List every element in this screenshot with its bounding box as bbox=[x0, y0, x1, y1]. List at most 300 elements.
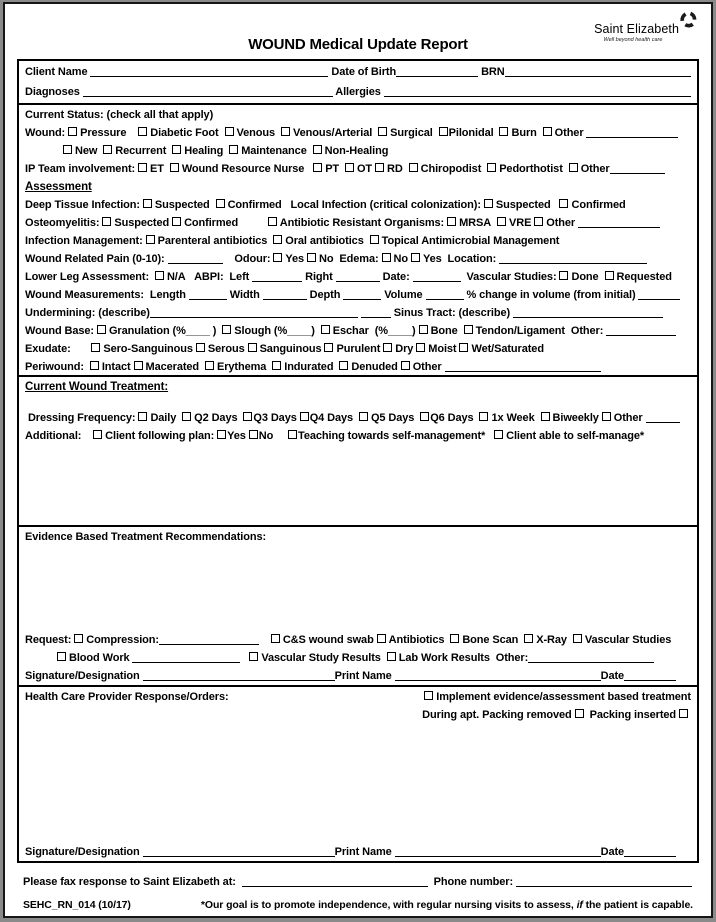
label: Width bbox=[226, 289, 263, 301]
fill-blank[interactable] bbox=[252, 280, 302, 282]
checkbox-box-icon bbox=[419, 325, 428, 334]
dressing-frequency-row bbox=[25, 409, 691, 427]
checkbox-label: Teaching towards self-management* bbox=[298, 430, 486, 442]
checkbox-box-icon bbox=[387, 652, 396, 661]
fill-blank[interactable] bbox=[159, 643, 259, 645]
label: Wound: bbox=[25, 127, 69, 139]
checkbox-ot[interactable] bbox=[345, 160, 372, 178]
fill-blank[interactable] bbox=[168, 262, 223, 264]
fill-blank[interactable] bbox=[646, 421, 680, 423]
checkbox-purulent[interactable] bbox=[324, 340, 380, 358]
fill-blank[interactable] bbox=[499, 262, 647, 264]
checkbox-label: 1x Week bbox=[491, 412, 535, 424]
checkbox-label: Burn bbox=[511, 127, 537, 139]
checkbox-label: Wound Resource Nurse bbox=[181, 163, 305, 175]
checkbox-antibiotics[interactable] bbox=[377, 631, 445, 649]
label: Dressing Frequency: bbox=[25, 412, 139, 424]
measurements-row bbox=[25, 286, 691, 304]
fill-blank[interactable] bbox=[263, 298, 307, 300]
checkbox-teaching-towards-self-management[interactable] bbox=[288, 427, 485, 445]
fill-blank[interactable] bbox=[610, 172, 665, 174]
checkbox-box-icon bbox=[313, 163, 322, 172]
label: if bbox=[576, 899, 583, 911]
checkbox-label: MRSA bbox=[459, 217, 492, 229]
checkbox-surgical[interactable] bbox=[378, 124, 433, 142]
checkbox-box-icon bbox=[216, 199, 225, 208]
checkbox-q2-days[interactable] bbox=[182, 409, 237, 427]
checkbox-label: Client able to self-manage* bbox=[506, 430, 645, 442]
checkbox-label: C&S wound swab bbox=[282, 634, 374, 646]
checkbox-label: Antibiotics bbox=[388, 634, 445, 646]
checkbox-label: Confirmed bbox=[227, 199, 282, 211]
checkbox-box-icon bbox=[243, 412, 252, 421]
label: Evidence Based Treatment Recommendations: bbox=[25, 531, 267, 543]
fill-blank[interactable] bbox=[395, 679, 601, 681]
label: Date bbox=[600, 846, 625, 858]
checkbox-denuded[interactable] bbox=[339, 358, 397, 375]
checkbox-label: Serous bbox=[207, 343, 245, 355]
periwound-row bbox=[25, 358, 691, 375]
checkbox-label: OT bbox=[356, 163, 373, 175]
checkbox-label: Sero-Sanguinous bbox=[103, 343, 193, 355]
checkbox-box-icon bbox=[155, 271, 164, 280]
checkbox-sero-sanguinous[interactable] bbox=[91, 340, 193, 358]
checkbox-sanguinous[interactable] bbox=[248, 340, 322, 358]
checkbox-box-icon bbox=[134, 361, 143, 370]
checkbox-box-icon bbox=[249, 430, 258, 439]
checkbox-confirmed[interactable] bbox=[172, 214, 238, 232]
fill-blank[interactable] bbox=[143, 679, 335, 681]
label: Wound Measurements: Length bbox=[25, 289, 189, 301]
fill-blank[interactable] bbox=[336, 280, 380, 282]
checkbox-box-icon bbox=[559, 271, 568, 280]
section-evidence bbox=[19, 525, 697, 685]
checkbox-label: Denuded bbox=[351, 361, 398, 373]
fill-blank[interactable] bbox=[361, 316, 391, 318]
checkbox-burn[interactable] bbox=[499, 124, 536, 142]
checkbox-box-icon bbox=[569, 163, 578, 172]
checkbox-box-icon bbox=[313, 145, 322, 154]
checkbox-box-icon bbox=[68, 127, 77, 136]
wound-base-row bbox=[25, 322, 691, 340]
checkbox-box-icon bbox=[273, 253, 282, 262]
checkbox-label: Oral antibiotics bbox=[285, 235, 364, 247]
checkbox-box-icon bbox=[143, 199, 152, 208]
checkbox-label: Venous/Arterial bbox=[292, 127, 373, 139]
form-line bbox=[25, 396, 691, 409]
checkbox-label: Vascular Studies bbox=[584, 634, 672, 646]
checkbox-venous[interactable] bbox=[225, 124, 276, 142]
checkbox-label: Sanguinous bbox=[259, 343, 322, 355]
checkbox-indurated[interactable] bbox=[272, 358, 333, 375]
fill-blank[interactable] bbox=[505, 75, 691, 77]
section-treatment bbox=[19, 375, 697, 525]
request-row-1 bbox=[25, 631, 691, 649]
checkbox-label: Other bbox=[613, 412, 646, 424]
checkbox-rd[interactable] bbox=[375, 160, 403, 178]
checkbox-box-icon bbox=[288, 430, 297, 439]
checkbox-box-icon bbox=[217, 430, 226, 439]
checkbox-label: Diabetic Foot bbox=[150, 127, 219, 139]
checkbox-intact[interactable] bbox=[90, 358, 131, 375]
checkbox-healing[interactable] bbox=[172, 142, 223, 160]
label: Please fax response to Saint Elizabeth at: bbox=[23, 876, 242, 888]
checkbox-yes[interactable] bbox=[411, 250, 442, 268]
label: Deep Tissue Infection: bbox=[25, 199, 143, 211]
checkbox-box-icon bbox=[102, 217, 111, 226]
checkbox-box-icon bbox=[138, 412, 147, 421]
checkbox-requested[interactable] bbox=[605, 268, 672, 286]
label: Packing inserted bbox=[586, 709, 679, 721]
checkbox-box-icon bbox=[420, 412, 429, 421]
checkbox-confirmed[interactable] bbox=[559, 196, 625, 214]
label: Signature/Designation bbox=[25, 670, 143, 682]
checkbox-box-icon bbox=[57, 652, 66, 661]
fill-blank[interactable] bbox=[189, 298, 227, 300]
fill-blank[interactable] bbox=[513, 316, 663, 318]
checkbox-label: Purulent bbox=[336, 343, 381, 355]
label: Edema: bbox=[333, 253, 382, 265]
fill-blank[interactable] bbox=[90, 75, 328, 77]
checkbox-box-icon bbox=[602, 412, 611, 421]
checkbox-box-icon bbox=[205, 361, 214, 370]
checkbox-box-icon bbox=[138, 127, 147, 136]
label: % change in volume (from initial) bbox=[463, 289, 639, 301]
provider-heading-row bbox=[25, 688, 691, 706]
checkbox-box-icon bbox=[97, 325, 106, 334]
checkbox-suspected[interactable] bbox=[484, 196, 551, 214]
checkbox-label: Q4 Days bbox=[309, 412, 354, 424]
checkbox-c-s-wound-swab[interactable] bbox=[271, 631, 374, 649]
checkbox-vascular-studies[interactable] bbox=[573, 631, 671, 649]
wound-state-row bbox=[25, 142, 691, 160]
checkbox-no[interactable] bbox=[307, 250, 333, 268]
checkbox-eschar[interactable] bbox=[321, 322, 416, 340]
assessment-heading-row bbox=[25, 178, 691, 196]
fill-blank[interactable] bbox=[150, 316, 358, 318]
checkbox-other[interactable] bbox=[543, 124, 587, 142]
label: the patient is capable. bbox=[582, 899, 693, 911]
checkbox-suspected[interactable] bbox=[143, 196, 210, 214]
checkbox-label: Antibiotic Resistant Organisms: bbox=[279, 217, 448, 229]
checkbox-yes[interactable] bbox=[217, 427, 246, 445]
checkbox-lab-work-results[interactable] bbox=[387, 649, 490, 667]
checkbox-label: Tendon/Ligament bbox=[475, 325, 565, 337]
checkbox-biweekly[interactable] bbox=[541, 409, 599, 427]
checkbox-box-icon bbox=[222, 325, 231, 334]
checkbox-1x-week[interactable] bbox=[479, 409, 534, 427]
checkbox-erythema[interactable] bbox=[205, 358, 266, 375]
checkbox-label: Suspected bbox=[114, 217, 170, 229]
checkbox-label: Q6 Days bbox=[430, 412, 474, 424]
checkbox-tendon-ligament[interactable] bbox=[464, 322, 565, 340]
checkbox-label: Yes bbox=[422, 253, 442, 265]
checkbox-parenteral-antibiotics[interactable] bbox=[146, 232, 268, 250]
fill-blank[interactable] bbox=[586, 136, 678, 138]
checkbox-label: Lab Work Results bbox=[398, 652, 490, 664]
checkbox-dry[interactable] bbox=[383, 340, 413, 358]
checkbox-box-icon bbox=[249, 652, 258, 661]
brand-logo bbox=[579, 11, 697, 43]
checkbox-label: Q3 Days bbox=[253, 412, 297, 424]
fill-blank[interactable] bbox=[242, 885, 428, 887]
checkbox-box-icon bbox=[345, 163, 354, 172]
osteomyelitis-row bbox=[25, 214, 691, 232]
checkbox-box-icon bbox=[248, 343, 257, 352]
additional-row bbox=[25, 427, 691, 445]
checkbox-topical-antimicrobial-management[interactable] bbox=[370, 232, 560, 250]
label: Health Care Provider Response/Orders: bbox=[25, 691, 229, 703]
heading-assessment: Assessment bbox=[25, 181, 92, 193]
checkbox-box-icon bbox=[172, 145, 181, 154]
checkbox-bone[interactable] bbox=[419, 322, 458, 340]
checkbox-label: Pedorthotist bbox=[499, 163, 563, 175]
label: Other: bbox=[489, 652, 529, 664]
fill-blank[interactable] bbox=[384, 95, 691, 97]
infection-management-row bbox=[25, 232, 691, 250]
fill-blank[interactable] bbox=[413, 280, 461, 282]
label: Print Name bbox=[334, 670, 395, 682]
label: Sinus Tract: (describe) bbox=[390, 307, 513, 319]
checkbox-label: Daily bbox=[150, 412, 177, 424]
checkbox-vre[interactable] bbox=[497, 214, 531, 232]
checkbox-box-icon bbox=[541, 412, 550, 421]
checkbox-label: N/A bbox=[166, 271, 186, 283]
checkbox-q3-days[interactable] bbox=[243, 409, 296, 427]
checkbox-other[interactable] bbox=[401, 358, 445, 375]
swirl-icon bbox=[680, 11, 697, 28]
checkbox-compression[interactable] bbox=[74, 631, 159, 649]
checkbox-q6-days[interactable] bbox=[420, 409, 473, 427]
checkbox-box-icon bbox=[182, 412, 191, 421]
checkbox-bone-scan[interactable] bbox=[450, 631, 518, 649]
ip-team-row bbox=[25, 160, 691, 178]
checkbox-non-healing[interactable] bbox=[313, 142, 389, 160]
checkbox-label: Implement evidence/assessment based treatment bbox=[436, 691, 691, 703]
checkbox-box-icon bbox=[370, 235, 379, 244]
brand-tagline: Well beyond health care bbox=[603, 37, 663, 43]
checkbox-packing-removed[interactable] bbox=[575, 709, 584, 718]
checkbox-pressure[interactable] bbox=[68, 124, 126, 142]
client-row bbox=[25, 62, 691, 82]
fill-blank[interactable] bbox=[638, 298, 680, 300]
checkbox-confirmed[interactable] bbox=[216, 196, 282, 214]
brand-name: Saint Elizabeth bbox=[594, 22, 679, 36]
checkbox-client-following-plan[interactable] bbox=[93, 427, 217, 445]
checkbox-box-icon bbox=[229, 145, 238, 154]
checkbox-other[interactable] bbox=[602, 409, 646, 427]
fill-blank[interactable] bbox=[606, 334, 676, 336]
checkbox-other[interactable] bbox=[534, 214, 578, 232]
label: Client Name bbox=[25, 66, 91, 78]
checkbox-label: Recurrent bbox=[115, 145, 167, 157]
checkbox-implement-evidence-assessment-based-treatm[interactable] bbox=[424, 688, 691, 706]
fill-blank[interactable] bbox=[395, 855, 601, 857]
label: Location: bbox=[441, 253, 500, 265]
fill-blank[interactable] bbox=[624, 679, 676, 681]
fill-blank[interactable] bbox=[426, 298, 464, 300]
checkbox-suspected[interactable] bbox=[102, 214, 169, 232]
checkbox-blood-work[interactable] bbox=[57, 649, 132, 667]
checkbox-box-icon bbox=[411, 253, 420, 262]
exudate-row bbox=[25, 340, 691, 358]
packing-row bbox=[25, 706, 691, 724]
checkbox-box-icon bbox=[300, 412, 309, 421]
checkbox-box-icon bbox=[479, 412, 488, 421]
fill-blank[interactable] bbox=[445, 370, 601, 372]
checkbox-diabetic-foot[interactable] bbox=[138, 124, 218, 142]
checkbox-label: Yes bbox=[285, 253, 305, 265]
checkbox-label: Wet/Saturated bbox=[471, 343, 544, 355]
label: Date of Birth bbox=[328, 66, 397, 78]
checkbox-box-icon bbox=[146, 235, 155, 244]
checkbox-venous-arterial[interactable] bbox=[281, 124, 372, 142]
checkbox-slough[interactable] bbox=[222, 322, 315, 340]
checkbox-antibiotic-resistant-organisms[interactable] bbox=[268, 214, 447, 232]
checkbox-daily[interactable] bbox=[138, 409, 176, 427]
checkbox-macerated[interactable] bbox=[134, 358, 200, 375]
checkbox-label: Other bbox=[554, 127, 587, 139]
checkbox-done[interactable] bbox=[559, 268, 598, 286]
fill-blank[interactable] bbox=[528, 661, 654, 663]
checkbox-other[interactable] bbox=[569, 160, 610, 178]
checkbox-label: Dry bbox=[395, 343, 414, 355]
checkbox-box-icon bbox=[138, 163, 147, 172]
checkbox-pedorthotist[interactable] bbox=[487, 160, 563, 178]
label: During apt. Packing removed bbox=[422, 709, 575, 721]
fill-blank[interactable] bbox=[132, 661, 240, 663]
checkbox-label: Surgical bbox=[390, 127, 433, 139]
checkbox-no[interactable] bbox=[249, 427, 273, 445]
fill-blank[interactable] bbox=[83, 95, 333, 97]
checkbox-mrsa[interactable] bbox=[447, 214, 491, 232]
checkbox-box-icon bbox=[321, 325, 330, 334]
checkbox-box-icon bbox=[377, 634, 386, 643]
checkbox-label: Confirmed bbox=[184, 217, 239, 229]
line-left bbox=[25, 688, 229, 706]
fill-blank[interactable] bbox=[624, 855, 676, 857]
label: Wound Related Pain (0-10): bbox=[25, 253, 168, 265]
checkbox-new[interactable] bbox=[63, 142, 97, 160]
checkbox-moist[interactable] bbox=[416, 340, 456, 358]
checkbox-label: Erythema bbox=[216, 361, 267, 373]
checkbox-pt[interactable] bbox=[313, 160, 339, 178]
checkbox-label: Yes bbox=[227, 430, 246, 442]
label: Osteomyelitis: bbox=[25, 217, 103, 229]
fill-blank[interactable] bbox=[343, 298, 381, 300]
checkbox-label: Q2 Days bbox=[194, 412, 238, 424]
checkbox-label: Moist bbox=[428, 343, 457, 355]
checkbox-maintenance[interactable] bbox=[229, 142, 307, 160]
form-page bbox=[3, 2, 713, 918]
checkbox-box-icon bbox=[439, 127, 448, 136]
checkbox-box-icon bbox=[543, 127, 552, 136]
label: Right bbox=[302, 271, 336, 283]
checkbox-label: Requested bbox=[616, 271, 672, 283]
label: SEHC_RN_014 (10/17) bbox=[23, 899, 131, 911]
label: Infection Management: bbox=[25, 235, 146, 247]
checkbox-yes[interactable] bbox=[273, 250, 304, 268]
checkbox-label: Macerated bbox=[145, 361, 200, 373]
checkbox-box-icon bbox=[450, 634, 459, 643]
checkbox-box-icon bbox=[524, 634, 533, 643]
checkbox-box-icon bbox=[409, 163, 418, 172]
fill-blank[interactable] bbox=[578, 226, 660, 228]
checkbox-pilonidal[interactable] bbox=[439, 124, 494, 142]
current-status-heading bbox=[25, 106, 691, 124]
checkbox-label: Indurated bbox=[284, 361, 334, 373]
checkbox-label: Venous bbox=[236, 127, 276, 139]
checkbox-label: Parenteral antibiotics bbox=[157, 235, 268, 247]
checkbox-box-icon bbox=[499, 127, 508, 136]
checkbox-client-able-to-self-manage[interactable] bbox=[494, 427, 644, 445]
checkbox-serous[interactable] bbox=[196, 340, 245, 358]
checkbox-label: Intact bbox=[101, 361, 131, 373]
checkbox-chiropodist[interactable] bbox=[409, 160, 482, 178]
footnote-row bbox=[23, 896, 693, 914]
checkbox-recurrent[interactable] bbox=[103, 142, 166, 160]
fill-blank[interactable] bbox=[396, 75, 478, 77]
checkbox-x-ray[interactable] bbox=[524, 631, 567, 649]
label: Lower Leg Assessment: bbox=[25, 271, 155, 283]
label: Diagnoses bbox=[25, 86, 83, 98]
checkbox-wound-resource-nurse[interactable] bbox=[170, 160, 305, 178]
infection-row bbox=[25, 196, 691, 214]
checkbox-label: Suspected bbox=[495, 199, 551, 211]
checkbox-box-icon bbox=[272, 361, 281, 370]
checkbox-box-icon bbox=[447, 217, 456, 226]
checkbox-label: New bbox=[75, 145, 98, 157]
checkbox-box-icon bbox=[170, 163, 179, 172]
checkbox-box-icon bbox=[534, 217, 543, 226]
label: IP Team involvement: bbox=[25, 163, 139, 175]
checkbox-vascular-study-results[interactable] bbox=[249, 649, 380, 667]
checkbox-label: Biweekly bbox=[552, 412, 599, 424]
checkbox-box-icon bbox=[359, 412, 368, 421]
checkbox-packing-inserted[interactable] bbox=[679, 709, 688, 718]
checkbox-oral-antibiotics[interactable] bbox=[273, 232, 363, 250]
label: Local Infection (critical colonization): bbox=[281, 199, 484, 211]
fax-row bbox=[23, 873, 693, 891]
label: Phone number: bbox=[427, 876, 516, 888]
checkbox-q4-days[interactable] bbox=[300, 409, 353, 427]
checkbox-box-icon bbox=[90, 361, 99, 370]
checkbox-n-a[interactable] bbox=[155, 268, 186, 286]
checkbox-granulation[interactable] bbox=[97, 322, 216, 340]
fill-blank[interactable] bbox=[143, 855, 335, 857]
checkbox-q5-days[interactable] bbox=[359, 409, 414, 427]
form-line bbox=[25, 724, 691, 843]
checkbox-box-icon bbox=[382, 253, 391, 262]
checkbox-wet-saturated[interactable] bbox=[459, 340, 543, 358]
section-status bbox=[19, 103, 697, 375]
checkbox-box-icon bbox=[103, 145, 112, 154]
checkbox-label: Vascular Study Results bbox=[261, 652, 381, 664]
checkbox-et[interactable] bbox=[138, 160, 164, 178]
form-line bbox=[25, 546, 691, 631]
page-header bbox=[5, 4, 711, 59]
line-right bbox=[424, 688, 691, 706]
checkbox-box-icon bbox=[91, 343, 100, 352]
checkbox-box-icon bbox=[401, 361, 410, 370]
checkbox-box-icon bbox=[172, 217, 181, 226]
section-identity bbox=[19, 61, 697, 103]
brand-logo-top bbox=[579, 11, 697, 36]
fill-blank[interactable] bbox=[516, 885, 692, 887]
label: Periwound: bbox=[25, 361, 90, 373]
checkbox-no[interactable] bbox=[382, 250, 408, 268]
form-line bbox=[25, 445, 691, 525]
